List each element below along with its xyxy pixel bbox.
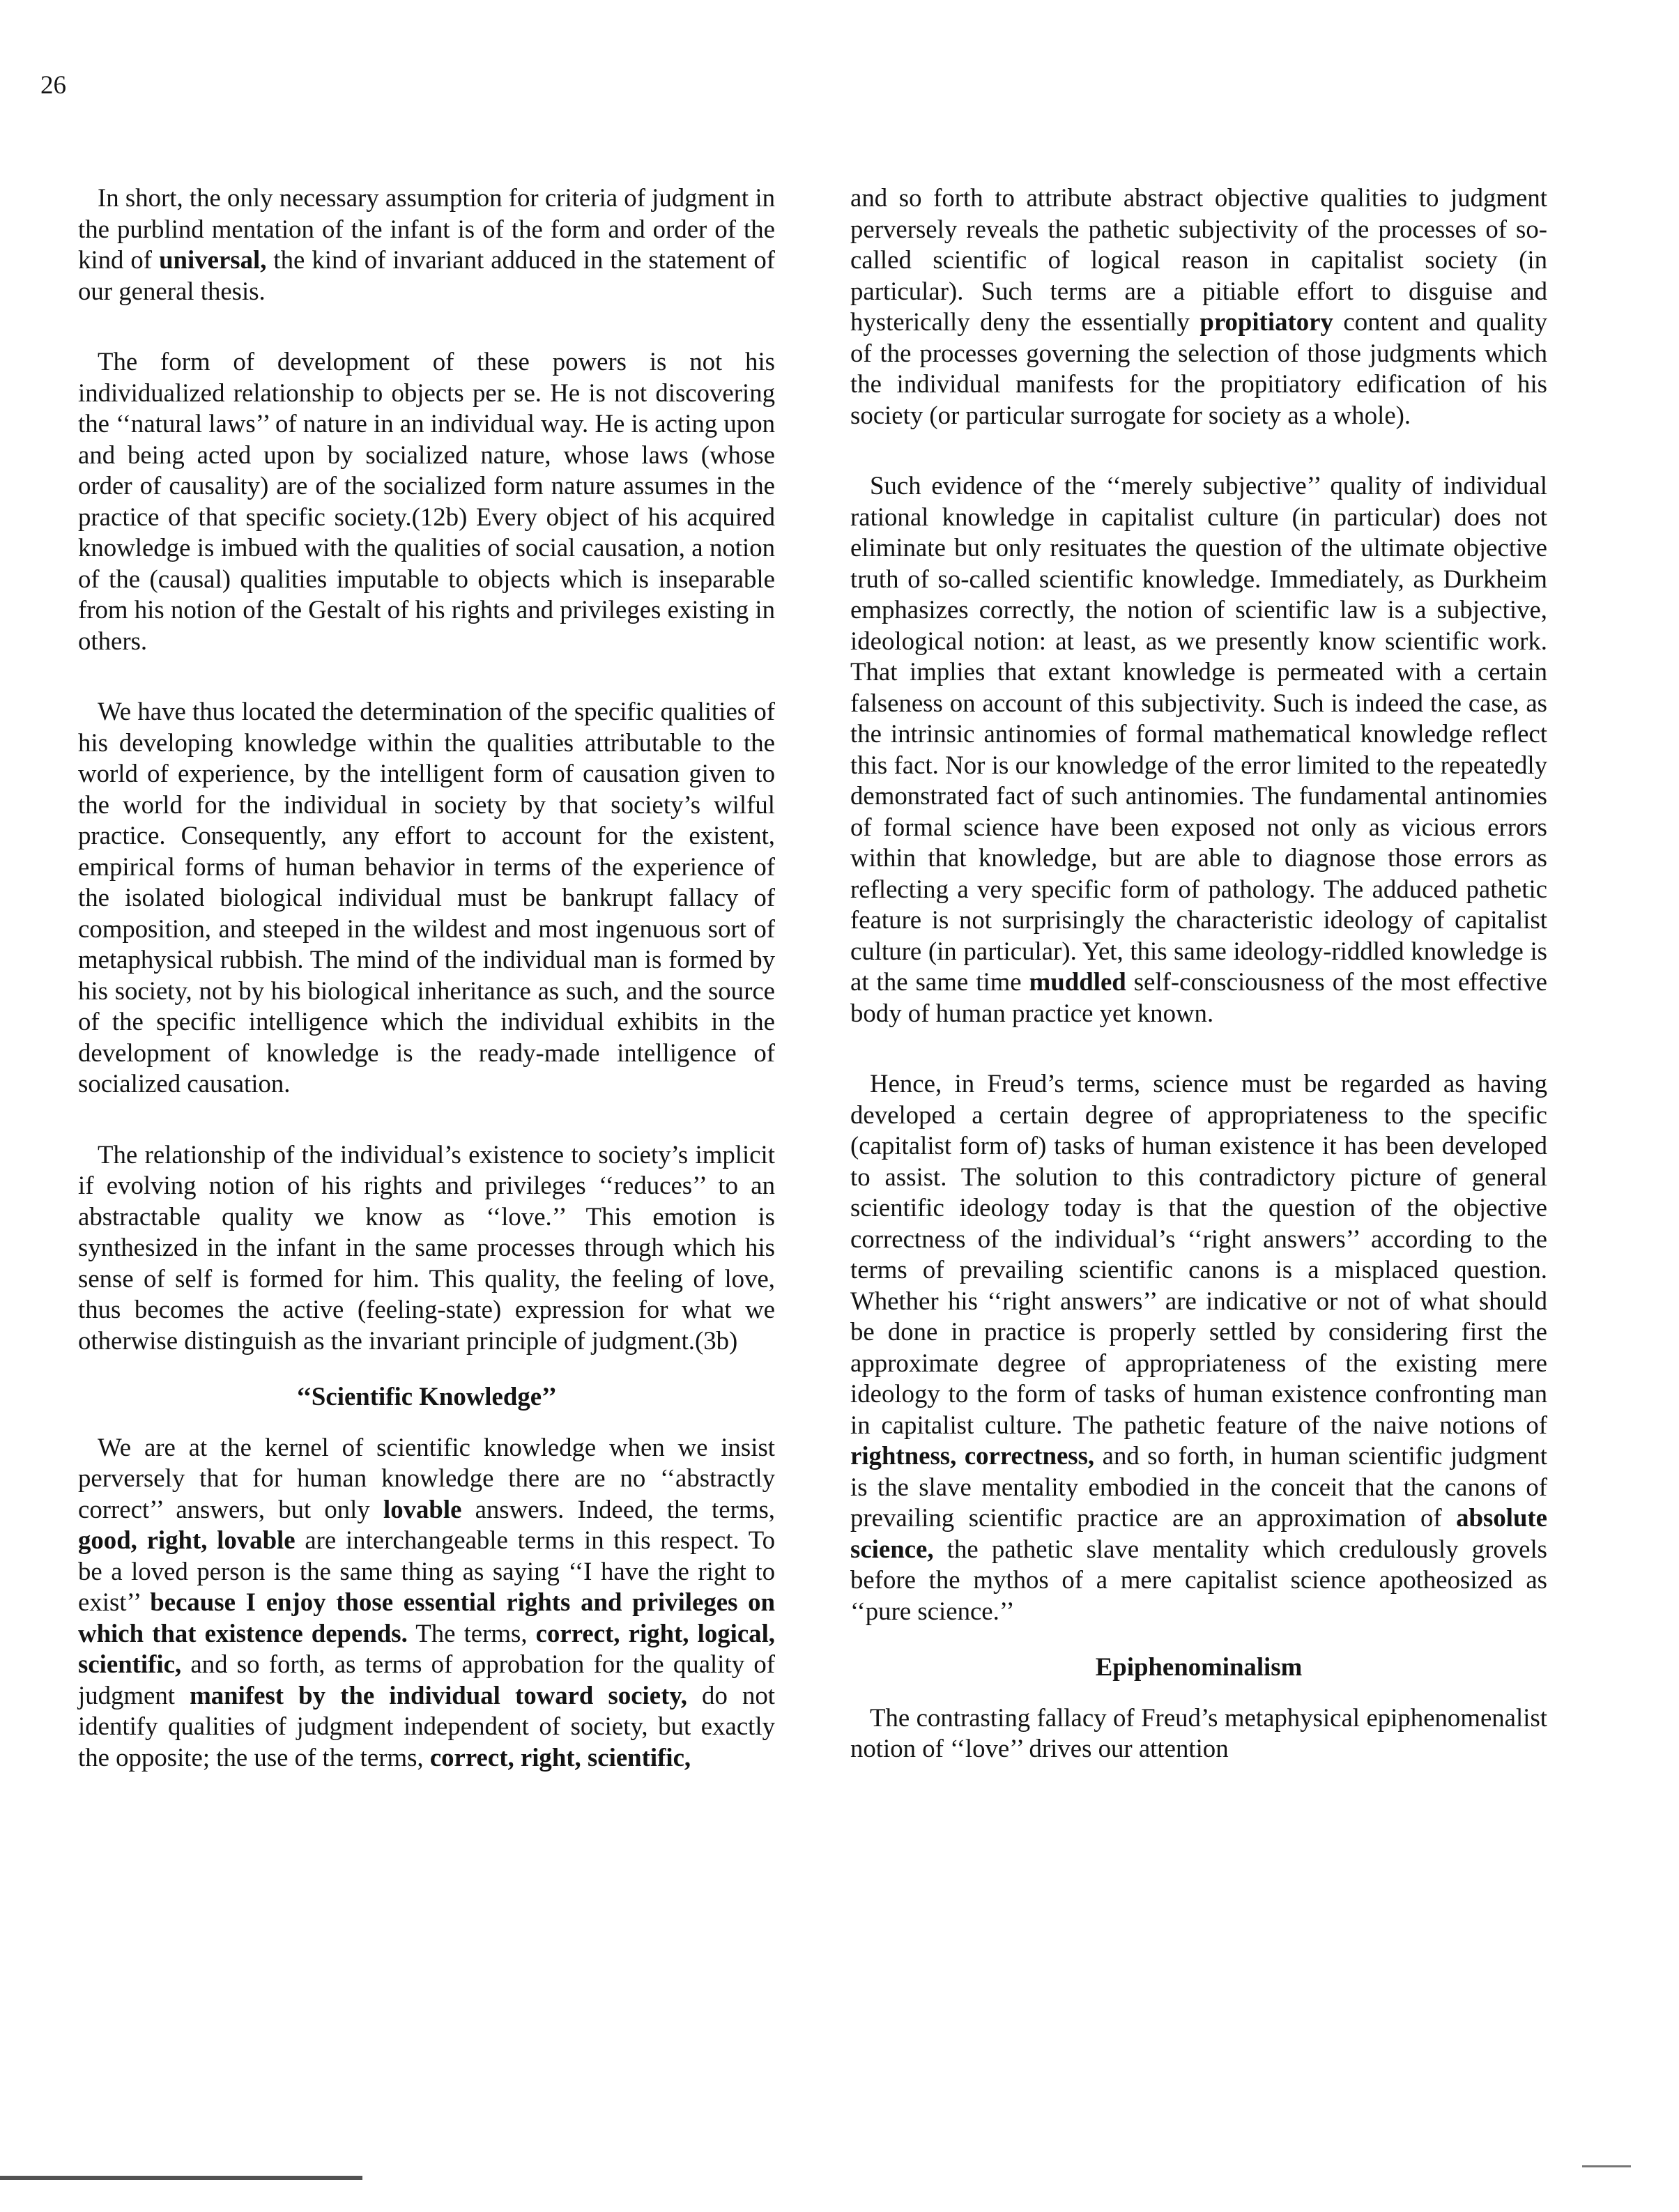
emphasized-text: good, right, lovable	[78, 1526, 296, 1554]
paragraph: The contrasting fallacy of Freud’s metaphysical epiphenomenalist notion of ‘‘love’’ drives our attention	[850, 1703, 1547, 1762]
paragraph: The form of development of these powers is not his individualized relationship to objects per se. He is not discovering the ‘‘natural laws’’ of nature in an individual way. He is acting upon and being acted upon by socialized nature, whose laws (whose order of causality) are of the socialized form nature assumes in the practice of that specific society.(12b) Every object of his acquired knowledge is imbued with the qualities of social causation, a notion of the (causal) qualities imputable to objects which is inseparable from his notion of the Gestalt of his rights and privileges existing in others.	[78, 347, 776, 655]
page-number: 26	[40, 71, 66, 100]
paragraph: Hence, in Freud’s terms, science must be regarded as having developed a certain degree of appropriateness to the specific (capitalist form of) tasks of human existence it has been developed to assist. The solution to this contradictory picture of general scientific ideology today is that the question of the objective correctness of the individual’s ‘‘right answers’’ according to the terms of prevailing scientific canons is a misplaced question. Whether his ‘‘right answers’’ are indicative or not of what should be done in practice is properly settled by considering first the approximate degree of appropriateness of the existing mere ideology to the form of tasks of human existence confronting man in capitalist culture. The pathetic feature of the naive notions of rightness, correctness, and so forth, in human scientific judgment is the slave mentality embodied in the conceit that the canons of prevailing scientific practice are an approximation of absolute science, the pathetic slave mentality which credulously grovels before the mythos of a mere capitalist science apotheosized as ‘‘pure science.’’	[850, 1069, 1547, 1625]
emphasized-text: muddled	[1029, 967, 1126, 996]
emphasized-text: correct, right, logical, scientific,	[78, 1618, 776, 1678]
emphasized-text: manifest by the individual toward society,	[190, 1680, 687, 1710]
scan-artifact-bottom-left	[0, 2176, 362, 2180]
scan-artifact-bottom-right	[1582, 2165, 1631, 2167]
right-column	[850, 183, 1547, 1804]
emphasized-text: rightness, correctness,	[850, 1441, 1095, 1470]
paragraph: Such evidence of the ‘‘merely subjective’’ quality of individual rational knowledge in capitalist culture (in particular) does not eliminate but only resituates the question of the ultimate objective truth of so-called scientific knowledge. Immediately, as Durkheim emphasizes correctly, the notion of scientific law is a subjective, ideological notion: at least, as we presently know scientific work. That implies that extant knowledge is permeated with a certain falseness on account of this subjectivity. Such is indeed the case, as the intrinsic antinomies of formal mathematical knowledge reflect this fact. Nor is our knowledge of the error limited to the repeatedly demonstrated fact of such antinomies. The fundamental antinomies of formal science have been exposed not only as vicious errors within that knowledge, but are able to diagnose those errors as reflecting a very specific form of pathology. The adduced pathetic feature is not surprisingly the characteristic ideology of capitalist culture (in particular). Yet, this same ideology-riddled knowledge is at the same time muddled self-consciousness of the most effective body of human practice yet known.	[850, 471, 1547, 1027]
emphasized-text: absolute science,	[850, 1503, 1547, 1563]
emphasized-text: lovable	[383, 1494, 462, 1523]
emphasized-text: correct, right, scientific,	[429, 1742, 691, 1772]
emphasized-text: because I enjoy those essential rights and privileges on which that existence depends.	[78, 1588, 775, 1648]
paragraph: In short, the only necessary assumption for criteria of judgment in the purblind mentation of the infant is of the form and order of the kind of universal, the kind of invariant adduced in the statement of our general thesis.	[78, 183, 775, 305]
emphasized-text: propitiatory	[1199, 307, 1333, 336]
paragraph: We have thus located the determination of the specific qualities of his developing knowledge within the qualities attributable to the world of experience, by the intelligent form of causation given to the world for the individual in society by that society’s wilful practice. Consequently, any effort to account for the existent, empirical forms of human behavior in terms of the experience of the isolated biological individual must be bankrupt fallacy of composition, and steeped in the wildest and most ingenuous sort of metaphysical rubbish. The mind of the individual man is formed by his society, not by his biological inheritance as such, and the source of the specific intelligence which the individual exhibits in the development of knowledge is the ready-made intelligence of socialized causation.	[78, 697, 775, 1098]
left-column	[78, 183, 775, 1813]
section-heading: Epiphenominalism	[1095, 1652, 1303, 1681]
paragraph: and so forth to attribute abstract objective qualities to judgment perversely reveals the pathetic subjectivity of the processes of so-called scientific of logical reason in capitalist society (in particular). Such terms are a pitiable effort to disguise and hysterically deny the essentially propitiatory content and quality of the processes governing the selection of those judgments which the individual manifests for the propitiatory edification of his society (or particular surrogate for society as a whole).	[850, 183, 1548, 429]
section-heading: ‘‘Scientific Knowledge’’	[296, 1382, 557, 1411]
paragraph: The relationship of the individual’s existence to society’s implicit if evolving notion of his rights and privileges ‘‘reduces’’ to an abstractable quality we know as ‘‘love.’’ This emotion is synthesized in the infant in the same processes through which his sense of self is formed for him. This quality, the feeling of love, thus becomes the active (feeling-state) expression for what we otherwise distinguish as the invariant principle of judgment.(3b)	[78, 1139, 775, 1355]
emphasized-text: universal,	[159, 245, 267, 274]
paragraph: We are at the kernel of scientific knowledge when we insist perversely that for human knowledge there are no ‘‘abstractly correct’’ answers, but only lovable answers. Indeed, the terms, good, right, lovable are interchangeable terms in this respect. To be a loved person is the same thing as saying ‘‘I have the right to exist’’ because I enjoy those essential rights and privileges on which that existence depends. The terms, correct, right, logical, scientific, and so forth, as terms of approbation for the quality of judgment manifest by the individual toward society, do not identify qualities of judgment independent of society, but exactly the opposite; the use of the terms, correct, right, scientific,	[78, 1432, 776, 1772]
